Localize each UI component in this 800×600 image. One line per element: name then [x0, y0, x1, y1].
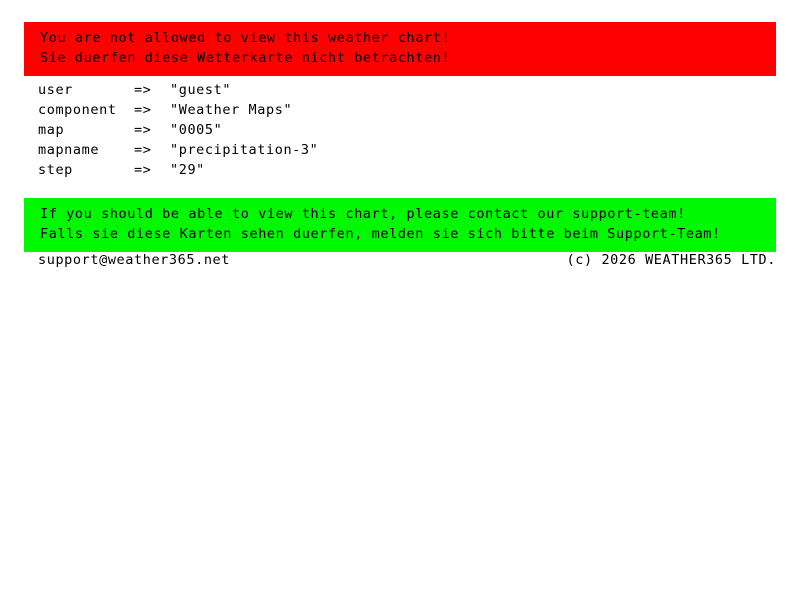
parameter-value: "precipitation-3"	[170, 142, 319, 158]
parameter-arrow: =>	[134, 102, 152, 118]
parameter-value: "Weather Maps"	[170, 102, 293, 118]
parameter-key: step	[38, 162, 73, 178]
parameter-key: user	[38, 82, 73, 98]
error-banner-line-de: Sie duerfen diese Wetterkarte nicht betrachten!	[40, 50, 451, 66]
error-banner-line-en: You are not allowed to view this weather chart!	[40, 30, 451, 46]
parameter-list	[38, 80, 778, 180]
table-row	[38, 80, 778, 100]
parameter-value: "guest"	[170, 82, 232, 98]
parameter-arrow: =>	[134, 142, 152, 158]
error-banner	[24, 22, 776, 76]
support-email-link[interactable]: support@weather365.net	[38, 252, 231, 268]
table-row	[38, 160, 778, 180]
parameter-key: map	[38, 122, 65, 138]
table-row	[38, 100, 778, 120]
info-banner-line-de: Falls sie diese Karten sehen duerfen, melden sie sich bitte beim Support-Team!	[40, 226, 721, 242]
table-row	[38, 140, 778, 160]
table-row	[38, 120, 778, 140]
copyright-text: (c) 2026 WEATHER365 LTD.	[566, 252, 776, 268]
parameter-arrow: =>	[134, 162, 152, 178]
parameter-value: "0005"	[170, 122, 223, 138]
info-banner-line-en: If you should be able to view this chart, please contact our support-team!	[40, 206, 686, 222]
parameter-arrow: =>	[134, 82, 152, 98]
info-banner	[24, 198, 776, 252]
parameter-arrow: =>	[134, 122, 152, 138]
parameter-key: component	[38, 102, 117, 118]
parameter-value: "29"	[170, 162, 205, 178]
parameter-key: mapname	[38, 142, 100, 158]
footer	[38, 250, 776, 270]
